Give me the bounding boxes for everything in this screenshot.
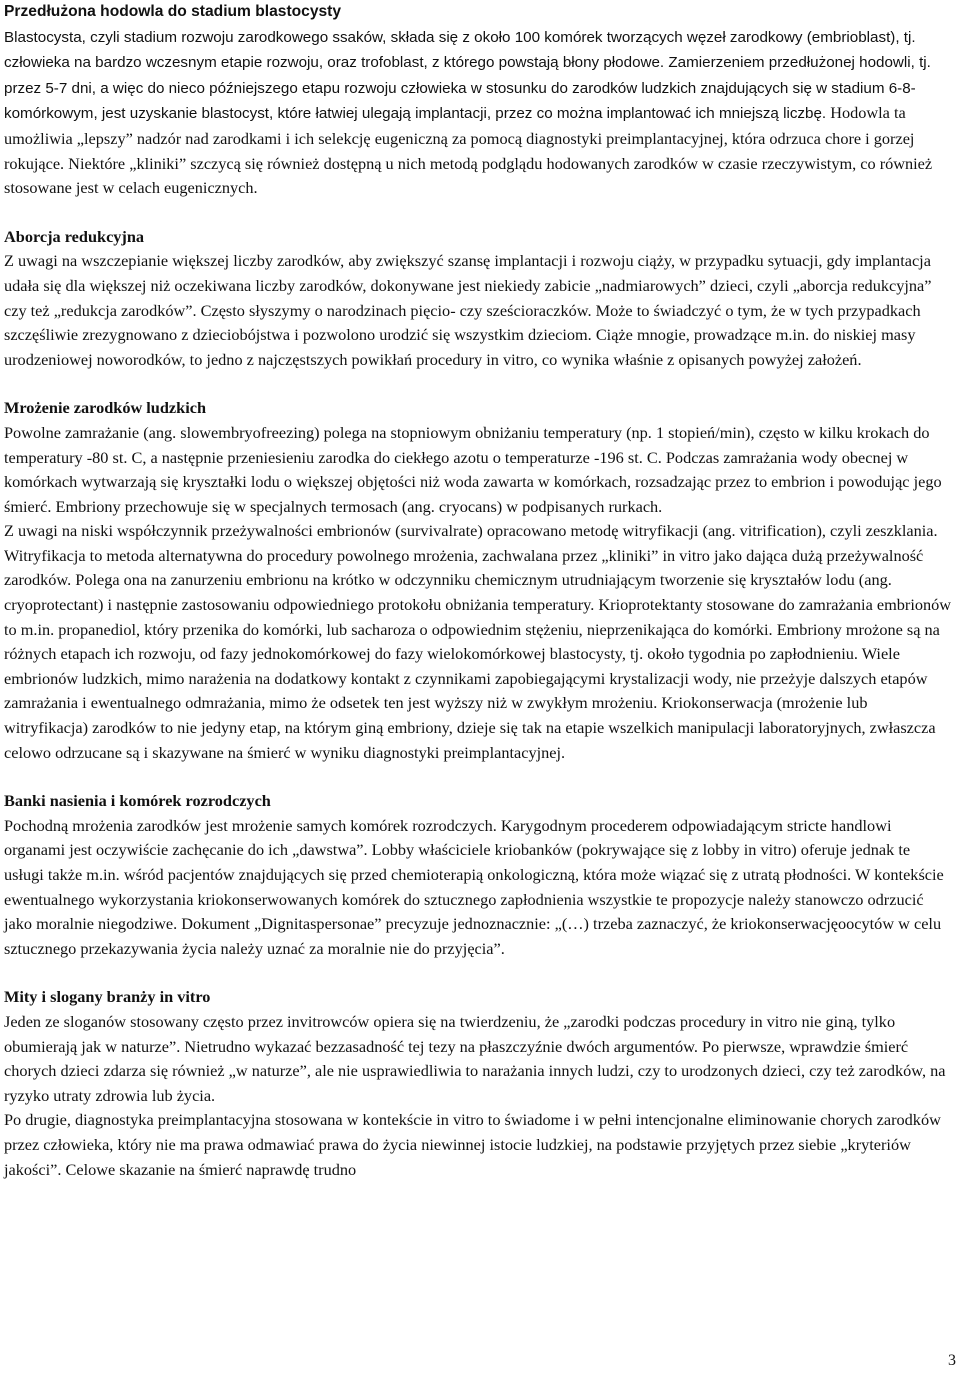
section-myths-slogans: [4, 985, 952, 1182]
paragraph-serif-part: Hodowla ta umożliwia „lepszy” nadzór nad zarodkami i ich selekcję eugeniczną za pomocą diagnostyki preimplantacyjnej, która odrzuca chore i gorzej rokujące. Niektóre „kliniki” szczycą się również dostępną u nich metodą podglądu hodowanych zarodków w czasie rzeczywistym, co również stosowane jest w celach eugenicznych.: [4, 103, 933, 198]
paragraph: Jeden ze sloganów stosowany często przez invitrowców opiera się na twierdzeniu, że „zarodki podczas procedury in vitro nie giną, tylko obumierają jak w naturze”. Nietrudno wykazać bezzasadność tej tezy na płaszczyźnie dwóch argumentów. Po pierwsze, wprawdzie śmierć chorych dzieci zdarza się również „w naturze”, ale nie usprawiedliwia to narażania innych ludzi, czy to urodzonych dzieci, czy też zarodków, na ryzyko utraty zdrowia lub życia.: [4, 1011, 946, 1105]
section-heading: Aborcja redukcyjna: [4, 226, 145, 246]
paragraph: Z uwagi na niski współczynnik przeżywalności embrionów (survivalrate) opracowano metodę witryfikacji (ang. vitrification), czyli zeszklania. Witryfikacja to metoda alternatywna do procedury powolnego mrożenia, zachwalana przez „kliniki” in vitro jako dająca dużą przeżywalność zarodków. Polega ona na zanurzeniu embrionu na krótko w odczynniku chemicznym utrudniającym tworzenie się kryształów lodu (ang. cryoprotectant) i następnie zastosowaniu odpowiedniego protokołu obniżania temperatury. Krioprotektanty stosowane do zamrażania embrionów to m.in. propanediol, który przenika do komórki, lub sacharoza o odpowiednim stężeniu, nieprzenikająca do komórki. Embriony mrożone są na różnych etapach ich rozwoju, od fazy jednokomórkowej do fazy wielokomórkowej blastocysty, tj. około tygodnia po zapłodnieniu. Wiele embrionów ludzkich, mimo narażenia na dodatkowy kontakt z czynnikami zapobiegającymi krystalizacji wody, nie przeżyje dalszych etapów zamrażania i ewentualnego odmrażania, mimo że odsetek ten jest wyższy niż w zwykłym mrożeniu. Kriokonserwacja (mrożenie lub witryfikacja) zarodków to nie jedyny etap, na którym giną embriony, dzieje się tak na etapie wszelkich manipulacji laboratoryjnych, zwłaszcza celowo odrzucane są i skazywane na śmierć w wyniku diagnostyki preimplantacyjnej.: [4, 521, 952, 762]
section-heading: Mity i slogany branży in vitro: [4, 987, 211, 1007]
section-heading: Banki nasienia i komórek rozrodczych: [4, 791, 271, 811]
paragraph: Powolne zamrażanie (ang. slowembryofreezing) polega na stopniowym obniżaniu temperatury (np. 1 stopień/min), często w kilku krokach do temperatury -80 st. C, a następnie przeniesieniu zarodka do ciekłego azotu o temperaturze -196 st. C. Podczas zamrażania wody obecnej w komórkach wytwarzają się kryształki lodu o większej objętości niż woda zawarta w komórkach, rozsadzając przez to embrion i powodując jego śmierć. Embriony przechowuje się w specjalnych termosach (ang. cryocans) w podpisanych rurkach.: [4, 422, 942, 516]
document-page: [4, 0, 952, 1182]
section-reduction-abortion: [4, 225, 952, 373]
section-heading: Przedłużona hodowla do stadium blastocysty: [4, 3, 342, 20]
section-blastocyst: [4, 0, 952, 201]
section-heading: Mrożenie zarodków ludzkich: [4, 398, 207, 418]
section-embryo-freezing: [4, 396, 952, 765]
paragraph: Po drugie, diagnostyka preimplantacyjna stosowana w kontekście in vitro to świadome i w pełni intencjonalne eliminowanie chorych zarodków przez człowieka, który nie ma prawa odmawiać prawa do życia niewinnej istocie ludzkiej, na podstawie przyjętych przez siebie „kryteriów jakości”. Celowe skazanie na śmierć naprawdę trudno: [4, 1110, 941, 1179]
paragraph: Z uwagi na wszczepianie większej liczby zarodków, aby zwiększyć szansę implantacji i rozwoju ciąży, w przypadku sytuacji, gdy implantacja udała się dla większej niż oczekiwana liczby zarodków, dokonywane jest niekiedy zabicie „nadmiarowych” dzieci, czyli „aborcja redukcyjna” czy też „redukcja zarodków”. Często słyszymy o narodzinach pięcio- czy sześcioraczków. Może to świadczyć o tym, że w tych przypadkach szczęśliwie zrezygnowano z dzieciobójstwa i pozwolono urodzić się wszystkim dzieciom. Ciąże mnogie, prowadzące m.in. do niskiej masy urodzeniowej noworodków, to jedno z najczęstszych powikłań procedury in vitro, co wynika właśnie z opisanych powyżej założeń.: [4, 251, 932, 369]
section-sperm-banks: [4, 789, 952, 961]
paragraph: [4, 25, 952, 201]
paragraph: Pochodną mrożenia zarodków jest mrożenie samych komórek rozrodczych. Karygodnym procederem odpowiadającym stricte handlowi organami jest oczywiście zachęcanie do ich „dawstwa”. Lobby właściciele kriobanków (pokrywające się z lobby in vitro) oferuje jednak te usługi także m.in. wśród pacjentów znajdujących się przed chemioterapią onkologiczną, która może wiązać się z utratą płodności. W kontekście ewentualnego wykorzystania kriokonserwowanych komórek do sztucznego zapłodnienia wszystkie te propozycje należy stanowczo odrzucić jako moralnie niegodziwe. Dokument „Dignitaspersonae” precyzuje jednoznacznie: „(…) trzeba zaznaczyć, że kriokonserwacjęoocytów w celu sztucznego przekazywania życia należy uznać za moralnie nie do przyjęcia”.: [4, 815, 944, 958]
paragraph-sans-part: Blastocysta, czyli stadium rozwoju zarodkowego ssaków, składa się z około 100 komórek tworzących węzeł zarodkowy (embrioblast), tj. człowieka na bardzo wczesnym etapie rozwoju, oraz trofoblast, z którego powstają błony płodowe. Zamierzeniem przedłużonej hodowli, tj. przez 5-7 dni, a więc do nieco późniejszego etapu rozwoju człowieka w stosunku do zarodków ludzkich znajdujących się w stadium 6-8-komórkowym, jest uzyskanie blastocyst, które łatwiej ulegają implantacji, przez co można implantować ich mniejszą liczbę.: [4, 28, 931, 123]
page-number: 3: [948, 1352, 956, 1369]
